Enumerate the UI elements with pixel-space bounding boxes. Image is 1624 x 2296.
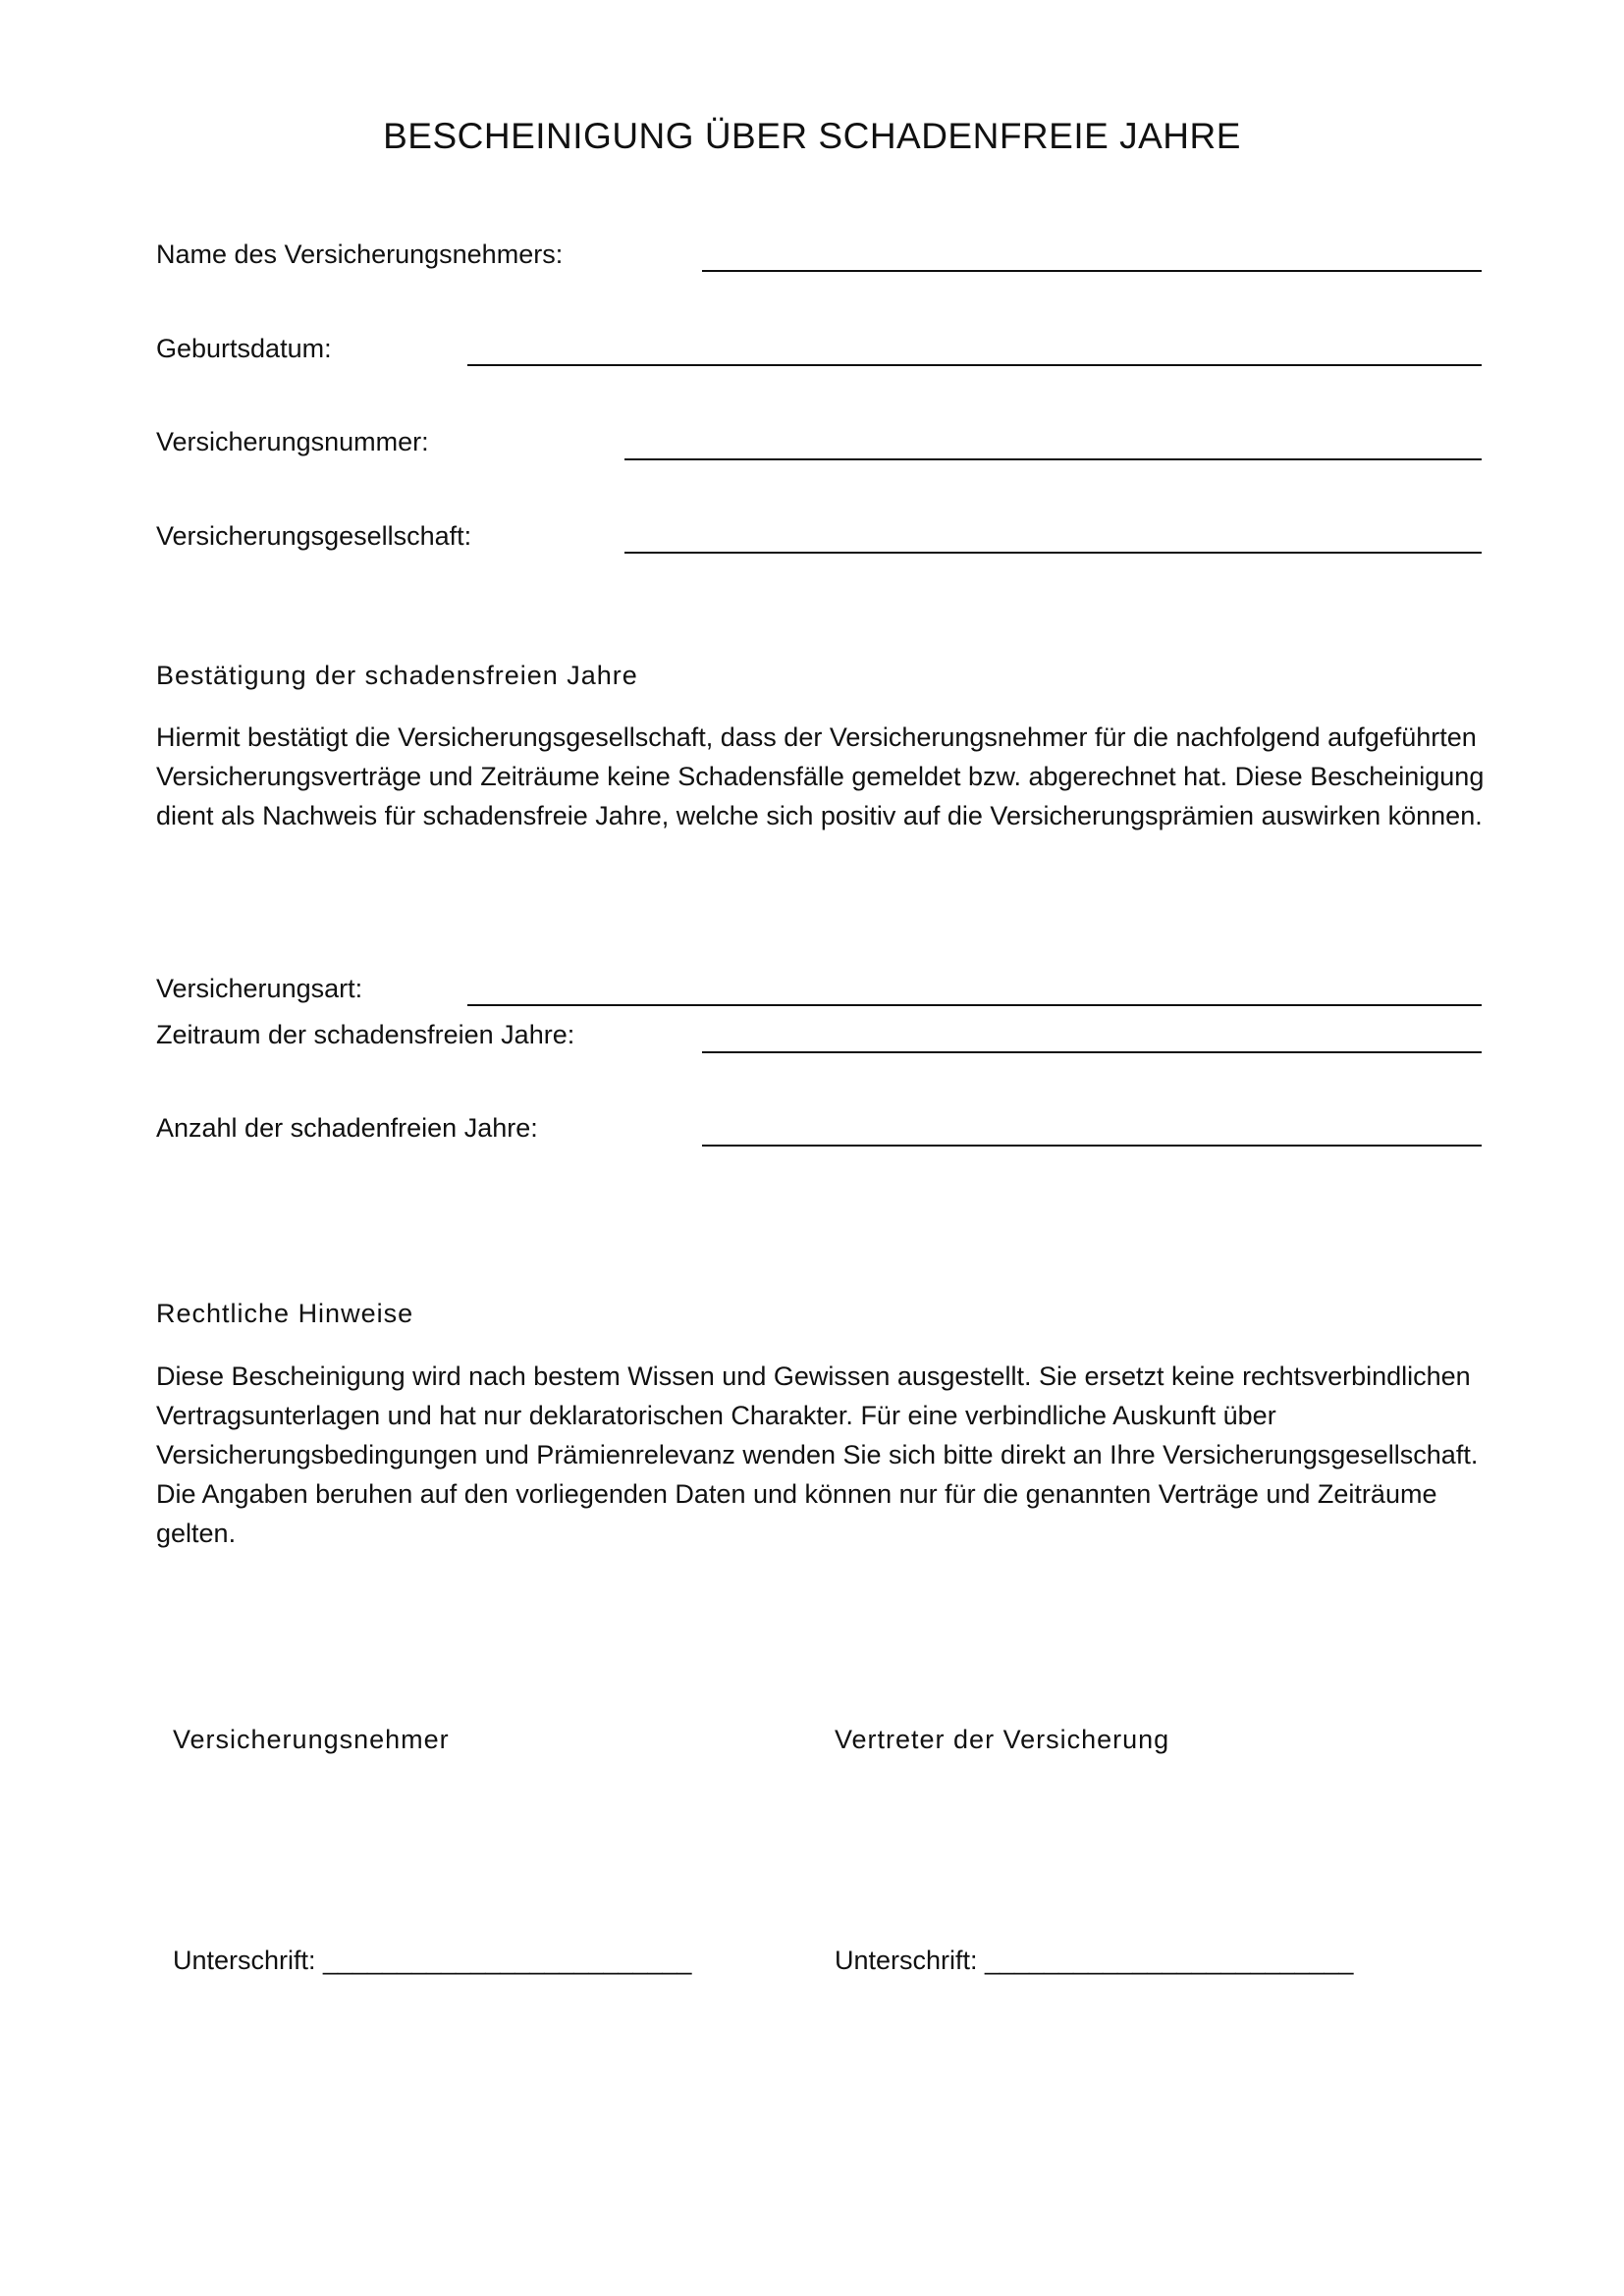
representative-signature-heading: Vertreter der Versicherung xyxy=(835,1725,1170,1754)
legal-heading: Rechtliche Hinweise xyxy=(156,1299,414,1328)
claim-free-period-label: Zeitraum der schadensfreien Jahre: xyxy=(156,1020,575,1049)
policyholder-name-label: Name des Versicherungsnehmers: xyxy=(156,240,564,269)
insurer-line xyxy=(624,552,1482,554)
birth-date-line xyxy=(467,364,1482,366)
document-title: BESCHEINIGUNG ÜBER SCHADENFREIE JAHRE xyxy=(383,116,1241,156)
policy-number-line xyxy=(624,458,1482,460)
legal-text: Diese Bescheinigung wird nach bestem Wissen und Gewissen ausgestellt. Sie ersetzt keine rechtsverbindlichen Vertragsunterlagen und hat nur deklaratorischen Charakter. Für eine verbindliche Auskunft über Versicherungsbedingungen und Prämienrelevanz wenden Sie sich bitte direkt an Ihre Versicherungsgesellschaft. Die Angaben beruhen auf den vorliegenden Daten und können nur für die genannten Verträge und Zeiträume gelten. xyxy=(156,1362,1479,1548)
claim-free-period-line xyxy=(702,1051,1482,1053)
representative-signature-line: Unterschrift: _________________________ xyxy=(835,1946,1354,1975)
policyholder-name-line xyxy=(702,270,1482,272)
claim-free-count-line xyxy=(702,1145,1482,1147)
birth-date-label: Geburtsdatum: xyxy=(156,334,332,363)
insurance-type-line xyxy=(467,1004,1482,1006)
insurer-label: Versicherungsgesellschaft: xyxy=(156,521,472,551)
claim-free-count-label: Anzahl der schadenfreien Jahre: xyxy=(156,1113,538,1143)
insurance-type-label: Versicherungsart: xyxy=(156,974,363,1003)
policyholder-signature-line: Unterschrift: _________________________ xyxy=(173,1946,692,1975)
confirmation-text: Hiermit bestätigt die Versicherungsgesellschaft, dass der Versicherungsnehmer für die nachfolgend aufgeführten Versicherungsverträge und Zeiträume keine Schadensfälle gemeldet bzw. abgerechnet hat. Diese Bescheinigung dient als Nachweis für schadensfreie Jahre, welche sich positiv auf die Versicherungsprämien auswirken können. xyxy=(156,722,1485,830)
policyholder-signature-heading: Versicherungsnehmer xyxy=(173,1725,450,1754)
confirmation-heading: Bestätigung der schadensfreien Jahre xyxy=(156,661,638,690)
policy-number-label: Versicherungsnummer: xyxy=(156,427,429,456)
